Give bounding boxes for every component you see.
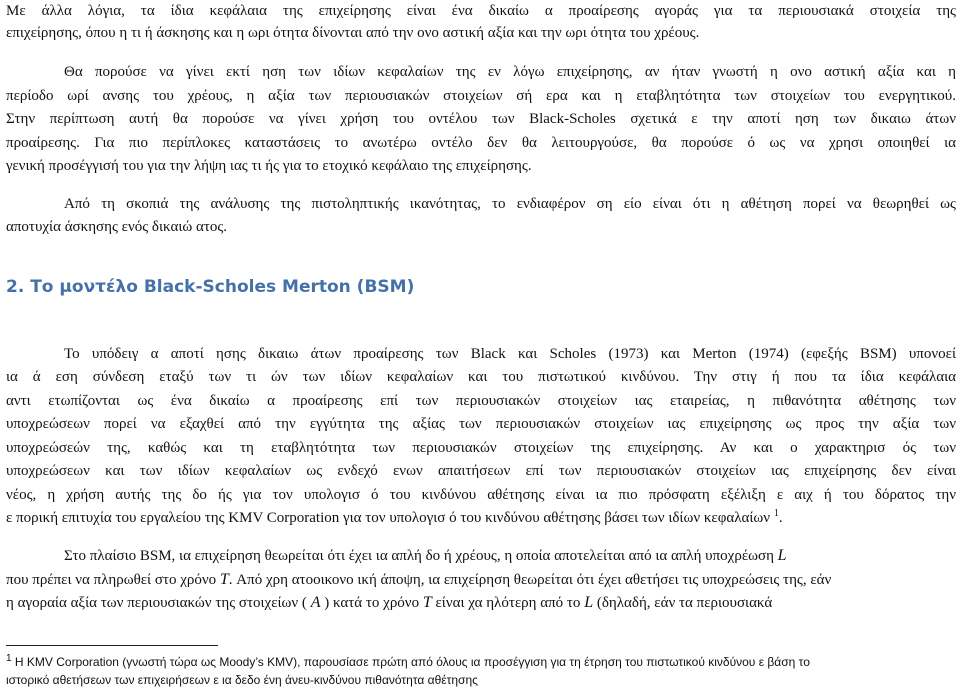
- paragraph-5-line-3d: (δηλαδή, εάν τα περιουσιακά: [596, 595, 773, 611]
- paragraph-5-line-3c: είναι χα ηλότερη από το: [435, 595, 581, 611]
- section-heading: 2. Το μοντέλο Black-Scholes Merton (BSM): [6, 277, 415, 297]
- paragraph-4-line-6: υποχρεώσεων και των ιδίων κεφαλαίων ως ενδεχό ενων απαιτήσεων επί των περιουσιακών στοιχείων ιας επιχείρησης δεν είναι: [6, 463, 956, 479]
- variable-a: A: [310, 594, 321, 611]
- paragraph-4-line-5: υποχρεώσεών της, καθώς και τη εταβλητότητα των περιουσιακών στοιχείων της επιχείρησης. Αν και ο χαρακτηρισ ός των: [6, 440, 956, 456]
- paragraph-4-line-7: νέος, η χρήση αυτής της δο ής για τον υπολογισ ό του κινδύνου αθέτησης είναι ια πιο πρόσφατη εξέλιξη ε αιχ ή του δόρατος την: [6, 487, 956, 503]
- paragraph-4-line-1: Το υπόδειγ α αποτί ησης δικαιω άτων προαίρεσης των Black και Scholes (1973) και Merton (1974) (εφεξής BSM) υπονοεί: [64, 346, 956, 362]
- paragraph-5-line-3a: η αγοραία αξία των περιουσιακών της στοιχείων (: [6, 595, 307, 611]
- paragraph-2-line-5: γενική προσέγγισή του για την λήψη ιας τι ής για το ετοχικό κεφάλαιο της επιχείρησης.: [6, 158, 532, 174]
- paragraph-4-end: .: [778, 510, 783, 526]
- paragraph-5-line-1: [64, 546, 956, 566]
- paragraph-4-line-8-text: ε πορική επιτυχία του εργαλείου της KMV Corporation για τον υπολογισ ό του κινδύνου αθέτησης βάσει των ιδίων κεφαλαίων: [6, 510, 771, 526]
- paragraph-5-line-2: [6, 570, 956, 590]
- variable-t: T: [219, 571, 229, 588]
- paragraph-4-line-3: αντι ετωπίζονται ως ένα δικαίω α προαίρεσης επί των περιουσιακών στοιχείων ιας εταιρείας, η πιθανότητα αθέτησης των: [6, 393, 956, 409]
- paragraph-5-line-1-text: Στο πλαίσιο BSM, ια επιχείρηση θεωρείται ότι έχει ια απλή δο ή χρέους, η οποία αποτελείται από ια απλή υποχρέωση: [64, 548, 774, 564]
- footnote-number: 1: [6, 653, 12, 664]
- paragraph-4-line-2: ια ά εση σύνδεση εταξύ των τι ών των ιδίων κεφαλαίων και του πιστωτικού κινδύνου. Την στιγ ή που τα ίδια κεφάλαια: [6, 369, 956, 385]
- paragraph-2-line-3: Στην περίπτωση αυτή θα πορούσε να γίνει χρήση του οντέλου των Black-Scholes σχετικά ε την αποτί ηση των δικαιω άτων: [6, 111, 956, 127]
- footnote-text-1: Η KMV Corporation (γνωστή τώρα ως Moody’s KMV), παρουσίασε πρώτη από όλους ια προσέγγιση για τη έτρηση του πιστωτικού κινδύνου ε βάση το: [14, 655, 810, 669]
- paragraph-3-line-1: Από τη σκοπιά της ανάλυσης της πιστοληπτικής ικανότητας, το ενδιαφέρον ση είο είναι ότι η αθέτηση πορεί να θεωρηθεί ως: [64, 196, 956, 212]
- paragraph-2-line-1: Θα πορούσε να γίνει εκτί ηση των ιδίων κεφαλαίων της εν λόγω επιχείρησης, αν ήταν γνωστή η ονο αστική αξία και η: [64, 64, 956, 80]
- paragraph-4-line-8: [6, 508, 956, 528]
- variable-l: L: [777, 547, 787, 564]
- paragraph-5-line-3b: ) κατά το χρόνο: [324, 595, 420, 611]
- footnote-line-1: [6, 654, 810, 670]
- footnote-divider: [6, 645, 218, 646]
- variable-t-2: T: [422, 594, 432, 611]
- paragraph-5-line-3: [6, 593, 956, 613]
- paragraph-2-line-4: προαίρεσης. Για πιο περίπλοκες καταστάσεις το ανωτέρω οντέλο δεν θα λειτουργούσε, θα πορούσε ό ως να χρησι οποιηθεί ια: [6, 135, 956, 151]
- paragraph-2-line-2: περίοδο ωρί ανσης του χρέους, η αξία των περιουσιακών στοιχείων σή ερα και η εταβλητότητα των στοιχείων του ενεργητικού.: [6, 88, 956, 104]
- paragraph-4-line-4: υποχρεώσεων πορεί να εξαχθεί από την εγγύτητα της αξίας των περιουσιακών στοιχείων ιας επιχείρησης ως προς την αξία των: [6, 416, 956, 432]
- variable-l-2: L: [584, 594, 594, 611]
- footnote-reference: 1: [773, 508, 779, 519]
- paragraph-1-line-1: Με άλλα λόγια, τα ίδια κεφάλαια της επιχείρησης είναι ένα δικαίω α προαίρεσης αγοράς για τα περιουσιακά στοιχεία της: [6, 3, 956, 19]
- paragraph-1-line-2: επιχείρησης, όπου η τι ή άσκησης και η ωρι ότητα δίνονται από την ονο αστική αξία και την ωρι ότητα του χρέους.: [6, 25, 700, 41]
- paragraph-5-line-2a: που πρέπει να πληρωθεί στο χρόνο: [6, 572, 217, 588]
- paragraph-3-line-2: αποτυχία άσκησης ενός δικαιώ ατος.: [6, 219, 228, 235]
- paragraph-5-line-2b: . Από χρη ατοοικονο ική άποψη, ια επιχείρηση θεωρείται ότι έχει αθετήσει τις υποχρεώσεις της, εάν: [228, 572, 832, 588]
- footnote-line-2: ιστορικό αθετήσεων των επιχειρήσεων ε ια δεδο ένη άνευ-κινδύνου πιθανότητα αθέτησης: [6, 673, 478, 687]
